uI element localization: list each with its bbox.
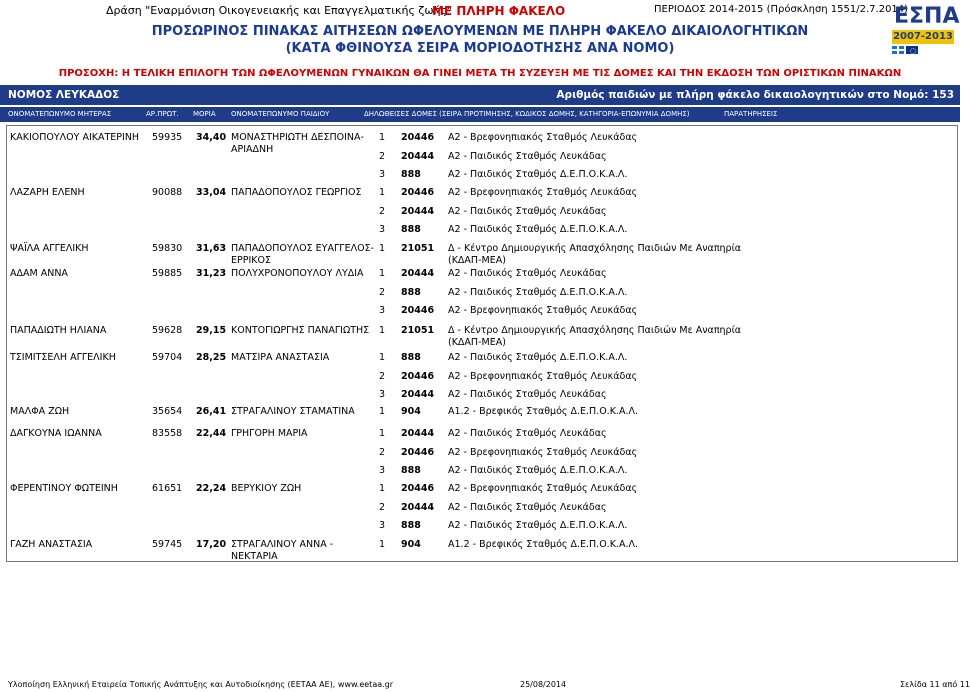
preference-order: 2 (379, 370, 386, 382)
structure-description: Α2 - Παιδικός Σταθμός Δ.Ε.Π.Ο.Κ.Α.Λ. (448, 286, 628, 298)
column-header-bar (0, 107, 960, 122)
preference-order: 3 (379, 465, 386, 477)
child-name: ΒΕΡΥΚΙΟΥ ΖΩΗ (231, 483, 302, 494)
col-protocol: ΑΡ.ΠΡΩΤ. (146, 110, 179, 118)
program-title: Δράση "Εναρμόνιση Οικογενειακής και Επαγγελματικής ζωής" (106, 4, 453, 17)
preference-order: 3 (379, 389, 386, 401)
structure-description: Α2 - Βρεφονηπιακός Σταθμός Λευκάδας (448, 483, 638, 494)
preference-order: 1 (379, 428, 386, 439)
protocol-number: 59935 (152, 132, 183, 143)
structure-code: 888 (401, 520, 421, 532)
child-name: ΝΕΚΤΑΡΙΑ (231, 550, 278, 562)
preference-order: 2 (379, 286, 386, 298)
structure-code: 20446 (401, 483, 435, 494)
mother-name: ΚΑΚΙΟΠΟΥΛΟΥ ΑΙΚΑΤΕΡΙΝΗ (10, 132, 140, 143)
structure-code: 20444 (401, 389, 435, 401)
structure-description: Α2 - Παιδικός Σταθμός Λευκάδας (448, 150, 607, 162)
preference-order: 1 (379, 187, 386, 198)
espa-logo-text: ΕΣΠΑ (894, 4, 960, 29)
col-structures: ΔΗΛΩΘΕΙΣΕΣ ΔΟΜΕΣ (ΣΕΙΡΑ ΠΡΟΤΙΜΗΣΗΣ, ΚΩΔΙΚΟΣ ΔΟΜΗΣ, ΚΑΤΗΓΟΡΙΑ-ΕΠΩΝΥΜΙΑ ΔΟΜΗΣ) (364, 110, 690, 118)
structure-description: Α2 - Παιδικός Σταθμός Δ.Ε.Π.Ο.Κ.Α.Λ. (448, 352, 628, 363)
child-name: ΚΟΝΤΟΓΙΩΡΓΗΣ ΠΑΝΑΓΙΩΤΗΣ (231, 325, 370, 336)
preference-order: 1 (379, 352, 386, 363)
mother-name: ΛΑΖΑΡΗ ΕΛΕΝΗ (10, 187, 85, 198)
structure-code: 20444 (401, 205, 435, 217)
structure-code: 20444 (401, 268, 435, 279)
structure-description: Α2 - Βρεφονηπιακός Σταθμός Λευκάδας (448, 132, 638, 143)
mother-name: ΜΑΛΦΑ ΖΩΗ (10, 406, 70, 417)
structure-description: Α2 - Παιδικός Σταθμός Λευκάδας (448, 268, 607, 279)
child-name: ΠΑΠΑΔΟΠΟΥΛΟΣ ΕΥΑΓΓΕΛΟΣ- (231, 243, 374, 254)
preference-order: 3 (379, 305, 386, 317)
protocol-number: 59628 (152, 325, 183, 336)
structure-code: 888 (401, 224, 421, 236)
child-name: ΜΟΝΑΣΤΗΡΙΩΤΗ ΔΕΣΠΟΙΝΑ- (231, 132, 364, 143)
page-subtitle: (ΚΑΤΑ ΦΘΙΝΟΥΣΑ ΣΕΙΡΑ ΜΟΡΙΟΔΟΤΗΣΗΣ ΑΝΑ ΝΟΜΟ) (285, 41, 675, 56)
structure-code: 904 (401, 406, 421, 417)
structure-code: 20446 (401, 370, 435, 382)
mother-name: ΨΑΪΛΑ ΑΓΓΕΛΙΚΗ (10, 243, 89, 254)
prefecture-bar (0, 85, 960, 105)
footer-page: Σελίδα 11 από 11 (900, 680, 970, 689)
preference-order: 3 (379, 520, 386, 532)
structure-description: Α2 - Παιδικός Σταθμός Δ.Ε.Π.Ο.Κ.Α.Λ. (448, 465, 628, 477)
structure-code: 20446 (401, 187, 435, 198)
preference-order: 1 (379, 132, 386, 143)
structure-code: 20446 (401, 446, 435, 458)
structure-code: 20444 (401, 428, 435, 439)
footer-implementer: Υλοποίηση Ελληνική Εταιρεία Τοπικής Ανάπτυξης και Αυτοδιοίκησης (ΕΕΤΑΑ ΑΕ), www.eetaa.gr (8, 680, 394, 689)
protocol-number: 59704 (152, 352, 183, 363)
structure-description: Α2 - Παιδικός Σταθμός Λευκάδας (448, 389, 607, 401)
structure-description: Α2 - Βρεφονηπιακός Σταθμός Λευκάδας (448, 370, 638, 382)
col-mother: ΟΝΟΜΑΤΕΠΩΝΥΜΟ ΜΗΤΕΡΑΣ (8, 110, 112, 118)
score-value: 34,40 (196, 132, 227, 143)
preference-order: 1 (379, 483, 386, 494)
child-name: ΑΡΙΑΔΝΗ (231, 143, 274, 155)
preference-order: 2 (379, 446, 386, 458)
mother-name: ΦΕΡΕΝΤΙΝΟΥ ΦΩΤΕΙΝΗ (10, 483, 118, 494)
children-count: Αριθμός παιδιών με πλήρη φάκελο δικαιολογητικών στο Νομό: 153 (556, 89, 954, 101)
child-name: ΕΡΡΙΚΟΣ (231, 254, 271, 266)
period-label: ΠΕΡΙΟΔΟΣ 2014-2015 (Πρόσκληση 1551/2.7.2014) (654, 4, 909, 15)
preference-order: 1 (379, 268, 386, 279)
warning-note: ΠΡΟΣΟΧΗ: Η ΤΕΛΙΚΗ ΕΠΙΛΟΓΗ ΤΩΝ ΩΦΕΛΟΥΜΕΝΩΝ ΓΥΝΑΙΚΩΝ ΘΑ ΓΙΝΕΙ ΜΕΤΑ ΤΗ ΣΥΖΕΥΞΗ ΜΕ ΤΙΣ ΔΟΜΕΣ ΚΑΙ ΤΗΝ ΕΚΔΟΣΗ ΤΩΝ ΟΡΙΣΤΙΚΩΝ ΠΙΝΑΚΩΝ (58, 68, 902, 79)
espa-logo (890, 4, 960, 54)
structure-description: Α2 - Παιδικός Σταθμός Λευκάδας (448, 205, 607, 217)
protocol-number: 35654 (152, 406, 183, 417)
structure-code: 20446 (401, 305, 435, 317)
structure-description: Α2 - Παιδικός Σταθμός Λευκάδας (448, 428, 607, 439)
preference-order: 3 (379, 224, 386, 236)
structure-description: Α2 - Βρεφονηπιακός Σταθμός Λευκάδας (448, 187, 638, 198)
structure-code: 904 (401, 539, 421, 550)
structure-description: Α1.2 - Βρεφικός Σταθμός Δ.Ε.Π.Ο.Κ.Α.Λ. (448, 539, 638, 550)
child-name: ΓΡΗΓΟΡΗ ΜΑΡΙΑ (231, 428, 308, 439)
protocol-number: 61651 (152, 483, 183, 494)
mother-name: ΑΔΑΜ ΑΝΝΑ (10, 268, 68, 279)
preference-order: 2 (379, 501, 386, 513)
preference-order: 1 (379, 406, 386, 417)
espa-logo-years: 2007-2013 (893, 31, 953, 42)
structure-description: Α2 - Βρεφονηπιακός Σταθμός Λευκάδας (448, 446, 638, 458)
score-value: 31,63 (196, 243, 227, 254)
mother-name: ΠΑΠΑΔΙΩΤΗ ΗΛΙΑΝΑ (10, 325, 107, 336)
score-value: 22,24 (196, 483, 227, 494)
preference-order: 1 (379, 325, 386, 336)
structure-description: Α2 - Παιδικός Σταθμός Δ.Ε.Π.Ο.Κ.Α.Λ. (448, 520, 628, 532)
score-value: 26,41 (196, 406, 227, 417)
mother-name: ΓΑΖΗ ΑΝΑΣΤΑΣΙΑ (10, 539, 93, 550)
structure-code: 888 (401, 352, 421, 363)
mother-name: ΔΑΓΚΟΥΝΑ ΙΩΑΝΝΑ (10, 428, 102, 439)
structure-code: 20444 (401, 150, 435, 162)
protocol-number: 59745 (152, 539, 183, 550)
preference-order: 1 (379, 243, 386, 254)
preference-order: 1 (379, 539, 386, 550)
child-name: ΠΟΛΥΧΡΟΝΟΠΟΥΛΟΥ ΛΥΔΙΑ (231, 268, 364, 279)
structure-description: Α2 - Βρεφονηπιακός Σταθμός Λευκάδας (448, 305, 638, 317)
structure-description: Α2 - Παιδικός Σταθμός Δ.Ε.Π.Ο.Κ.Α.Λ. (448, 224, 628, 236)
structure-code: 888 (401, 286, 421, 298)
child-name: ΠΑΠΑΔΟΠΟΥΛΟΣ ΓΕΩΡΓΙΟΣ (231, 187, 362, 198)
child-name: ΣΤΡΑΓΑΛΙΝΟΥ ΣΤΑΜΑΤΙΝΑ (231, 406, 355, 417)
structure-code: 888 (401, 169, 421, 181)
structure-description: (ΚΔΑΠ-ΜΕΑ) (448, 254, 506, 266)
score-value: 17,20 (196, 539, 227, 550)
score-value: 28,25 (196, 352, 227, 363)
protocol-number: 59885 (152, 268, 183, 279)
structure-code: 21051 (401, 243, 435, 254)
preference-order: 2 (379, 205, 386, 217)
child-name: ΜΑΤΣΙΡΑ ΑΝΑΣΤΑΣΙΑ (231, 352, 330, 363)
structure-code: 21051 (401, 325, 435, 336)
structure-description: Α2 - Παιδικός Σταθμός Δ.Ε.Π.Ο.Κ.Α.Λ. (448, 169, 628, 181)
protocol-number: 83558 (152, 428, 183, 439)
score-value: 29,15 (196, 325, 227, 336)
structure-description: Δ - Κέντρο Δημιουργικής Απασχόλησης Παιδιών Με Αναπηρία (448, 325, 742, 336)
col-score: ΜΟΡΙΑ (193, 110, 216, 118)
structure-code: 888 (401, 465, 421, 477)
structure-description: Α2 - Παιδικός Σταθμός Λευκάδας (448, 501, 607, 513)
structure-code: 20446 (401, 132, 435, 143)
col-remarks: ΠΑΡΑΤΗΡΗΣΕΙΣ (724, 110, 778, 118)
preference-order: 3 (379, 169, 386, 181)
score-value: 31,23 (196, 268, 227, 279)
greek-flag-icon (892, 46, 904, 54)
score-value: 22,44 (196, 428, 227, 439)
score-value: 33,04 (196, 187, 227, 198)
structure-description: Α1.2 - Βρεφικός Σταθμός Δ.Ε.Π.Ο.Κ.Α.Λ. (448, 406, 638, 417)
preference-order: 2 (379, 150, 386, 162)
status-label: ΜΕ ΠΛΗΡΗ ΦΑΚΕΛΟ (432, 4, 566, 18)
structure-description: Δ - Κέντρο Δημιουργικής Απασχόλησης Παιδιών Με Αναπηρία (448, 243, 742, 254)
child-name: ΣΤΡΑΓΑΛΙΝΟΥ ΑΝΝΑ - (231, 539, 334, 550)
structure-description: (ΚΔΑΠ-ΜΕΑ) (448, 336, 506, 348)
footer-date: 25/08/2014 (520, 680, 567, 689)
protocol-number: 59830 (152, 243, 183, 254)
page-title: ΠΡΟΣΩΡΙΝΟΣ ΠΙΝΑΚΑΣ ΑΙΤΗΣΕΩΝ ΩΦΕΛΟΥΜΕΝΩΝ ΜΕ ΠΛΗΡΗ ΦΑΚΕΛΟ ΔΙΚΑΙΟΛΟΓΗΤΙΚΩΝ (151, 24, 809, 39)
protocol-number: 90088 (152, 187, 183, 198)
prefecture-name: ΝΟΜΟΣ ΛΕΥΚΑΔΟΣ (8, 89, 120, 101)
col-child: ΟΝΟΜΑΤΕΠΩΝΥΜΟ ΠΑΙΔΙΟΥ (231, 110, 330, 118)
mother-name: ΤΣΙΜΙΤΣΕΛΗ ΑΓΓΕΛΙΚΗ (10, 352, 116, 363)
eu-flag-icon (906, 46, 918, 54)
structure-code: 20444 (401, 501, 435, 513)
